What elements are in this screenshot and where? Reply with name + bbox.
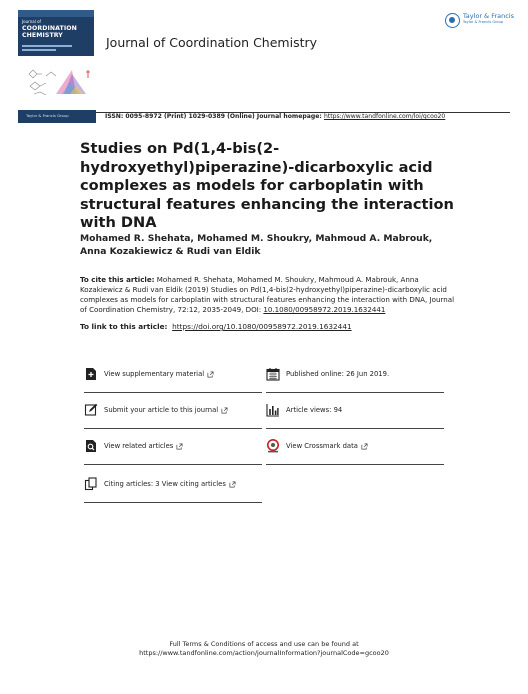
- publisher-logo-icon: [445, 13, 460, 28]
- journal-cover-thumbnail: [18, 10, 94, 56]
- citation-block: [80, 275, 460, 315]
- footer-terms-link[interactable]: https://www.tandfonline.com/action/journalInformation?journalCode=gcoo20: [139, 649, 389, 657]
- publisher-tagline: Taylor & Francis Group: [462, 20, 504, 24]
- article-authors: Mohamed R. Shehata, Mohamed M. Shoukry, Mahmoud A. Mabrouk, Anna Kozakiewicz & Rudi van Eldik: [80, 233, 433, 257]
- publisher-banner: [18, 110, 96, 123]
- edit-icon: [84, 403, 98, 417]
- graphical-abstract-image: [26, 64, 96, 100]
- submit-article-link[interactable]: [84, 392, 262, 429]
- document-plus-icon: [84, 367, 98, 381]
- external-link-icon: [221, 407, 228, 414]
- citation-text: Mohamed R. Shehata, Mohamed M. Shoukry, Mahmoud A. Mabrouk, Anna Kozakiewicz & Rudi van Eldik (2019) Studies on Pd(1,4-bis(2-hydroxyethyl)piperazine)-dicarboxylic acid complexes as models for carboplatin with structural features enhancing the interaction with DNA, Journal of Coordination Chemistry, 72:12, 2035-2049, DOI:: [80, 275, 455, 314]
- crossmark-link[interactable]: [266, 428, 444, 465]
- cover-prefix: Journal of: [22, 19, 41, 24]
- article-link-label: To link to this article:: [80, 322, 168, 331]
- footer: [0, 640, 528, 658]
- crossmark-icon: [266, 439, 280, 453]
- publisher-name: Taylor & Francis: [462, 12, 514, 20]
- cover-rule: [22, 49, 56, 51]
- external-link-icon: [361, 443, 368, 450]
- related-articles-link[interactable]: [84, 428, 262, 465]
- issn-line: [105, 113, 445, 120]
- submit-label: Submit your article to this journal: [104, 406, 219, 414]
- issn-text: ISSN: 0095-8972 (Print) 1029-0389 (Online) Journal homepage:: [105, 113, 324, 120]
- supplementary-material-link[interactable]: [84, 356, 262, 393]
- journal-homepage-link[interactable]: https://www.tandfonline.com/loi/gcoo20: [323, 113, 446, 120]
- publisher-logo[interactable]: [445, 13, 514, 28]
- article-doi-link[interactable]: https://doi.org/10.1080/00958972.2019.1632441: [172, 322, 352, 331]
- article-views: [266, 392, 444, 429]
- journal-name: Journal of Coordination Chemistry: [106, 35, 318, 50]
- external-link-icon: [176, 443, 183, 450]
- published-date: [266, 356, 444, 393]
- supplementary-label: View supplementary material: [104, 370, 205, 378]
- cover-rule: [22, 45, 72, 47]
- cover-strip: [18, 10, 94, 17]
- external-link-icon: [229, 481, 236, 488]
- crossmark-label: View Crossmark data: [286, 442, 358, 450]
- article-title: Studies on Pd(1,4-bis(2-hydroxyethyl)piperazine)-dicarboxylic acid complexes as models for carboplatin with structural features enhancing the interaction with DNA: [80, 140, 454, 231]
- citation-icon: [84, 477, 98, 491]
- search-document-icon: [84, 439, 98, 453]
- citing-label: Citing articles: 3 View citing articles: [104, 480, 226, 488]
- published-label: Published online: 26 Jun 2019.: [286, 370, 390, 378]
- related-label: View related articles: [104, 442, 174, 450]
- cover-title: COORDINATION CHEMISTRY: [22, 25, 77, 39]
- views-label: Article views: 94: [286, 406, 343, 414]
- citing-articles-link[interactable]: [84, 466, 262, 503]
- article-link-row: [80, 322, 352, 331]
- citation-label: To cite this article:: [80, 275, 155, 284]
- calendar-icon: [266, 367, 280, 381]
- citation-doi-link[interactable]: 10.1080/00958972.2019.1632441: [263, 305, 386, 314]
- footer-terms-text: Full Terms & Conditions of access and use can be found at: [169, 640, 359, 648]
- banner-text: Taylor & Francis Group: [26, 113, 69, 118]
- bar-chart-icon: [266, 403, 280, 417]
- external-link-icon: [207, 371, 214, 378]
